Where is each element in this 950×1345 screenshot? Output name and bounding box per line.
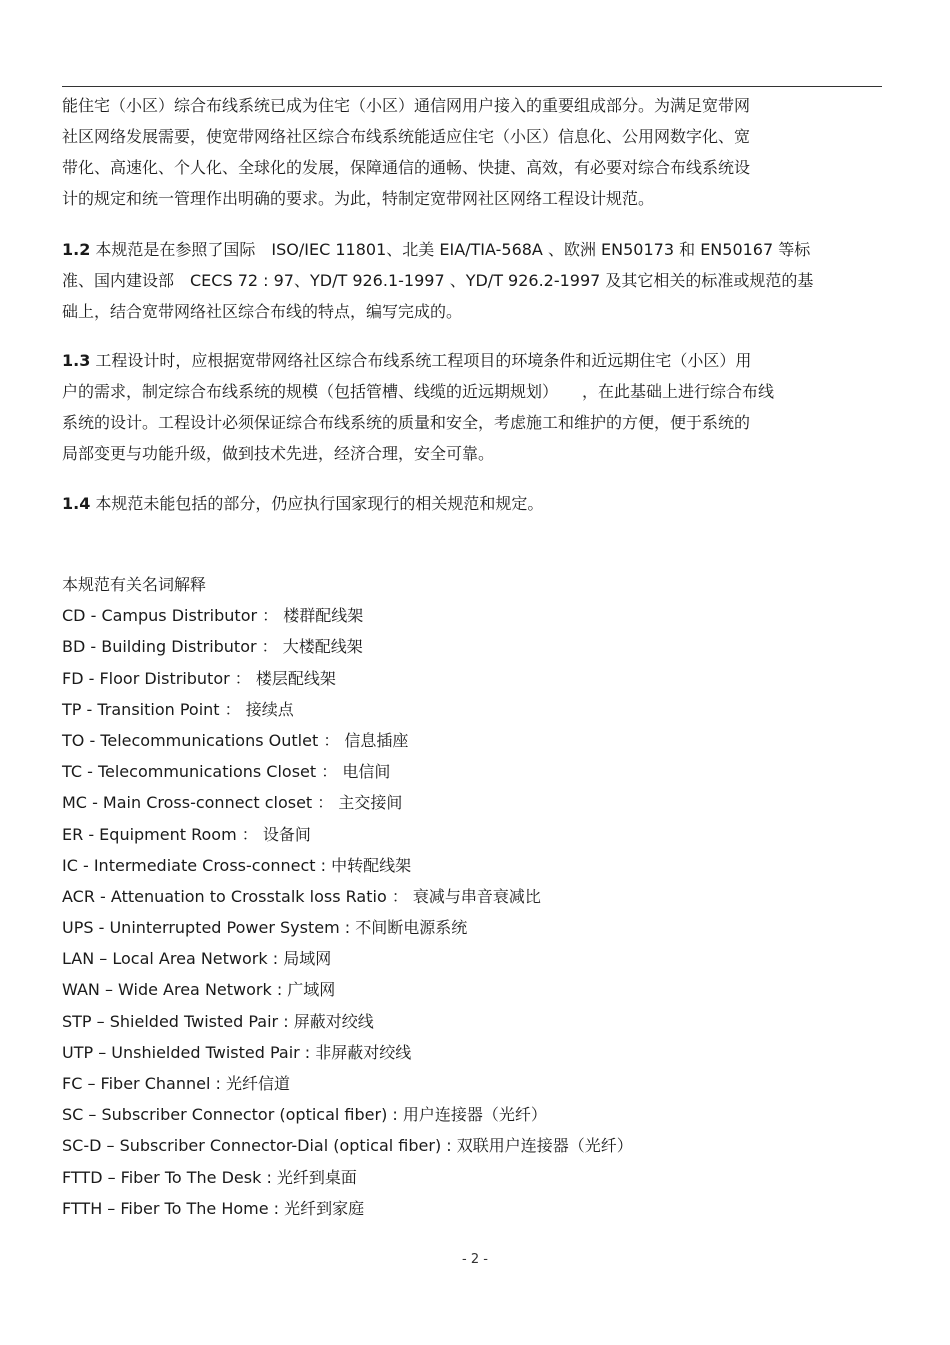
- paragraph-line: 社区网络发展需要，使宽带网络社区综合布线系统能适应住宅（小区）信息化、公用网数字化、宽: [62, 127, 751, 146]
- glossary-term: SC – Subscriber Connector (optical fiber) : 用户连接器（光纤）: [62, 1105, 547, 1125]
- glossary-term: LAN – Local Area Network : 局域网: [62, 949, 332, 969]
- paragraph-line: [62, 234, 882, 265]
- glossary-term: UTP – Unshielded Twisted Pair : 非屏蔽对绞线: [62, 1042, 412, 1062]
- paragraph-1-4: [62, 488, 882, 519]
- glossary-term: ER - Equipment Room ： 设备间: [62, 824, 311, 844]
- glossary-term: SC-D – Subscriber Connector-Dial (optical fiber) : 双联用户连接器（光纤）: [62, 1136, 633, 1156]
- paragraph-text: 本规范是在参照了国际 ISO/IEC 11801、北美 EIA/TIA-568A 、欧洲 EN50173 和 EN50167 等标: [90, 240, 811, 259]
- glossary-term: BD - Building Distributor ： 大楼配线架: [62, 637, 363, 657]
- glossary-term: MC - Main Cross-connect closet ： 主交接间: [62, 793, 403, 813]
- paragraph-intro: [62, 90, 882, 214]
- paragraph-line: 能住宅（小区）综合布线系统已成为住宅（小区）通信网用户接入的重要组成部分。为满足宽带网: [62, 96, 751, 115]
- paragraph-1-2: [62, 234, 882, 327]
- paragraph-text: 本规范未能包括的部分，仍应执行国家现行的相关规范和规定。: [90, 494, 544, 513]
- glossary-term: TC - Telecommunications Closet ： 电信间: [62, 762, 391, 782]
- glossary-heading: 本规范有关名词解释: [62, 575, 207, 594]
- glossary-term: STP – Shielded Twisted Pair : 屏蔽对绞线: [62, 1011, 374, 1031]
- paragraph-line: 系统的设计。工程设计必须保证综合布线系统的质量和安全，考虑施工和维护的方便，便于系统的: [62, 413, 751, 432]
- section-number: 1.3: [62, 351, 91, 370]
- glossary-term: FTTD – Fiber To The Desk : 光纤到桌面: [62, 1167, 357, 1187]
- paragraph-line: 计的规定和统一管理作出明确的要求。为此，特制定宽带网社区网络工程设计规范。: [62, 189, 655, 208]
- header-rule: [62, 86, 882, 87]
- glossary-list: [62, 569, 882, 1224]
- paragraph-line: [62, 345, 882, 376]
- glossary-term: IC - Intermediate Cross-connect : 中转配线架: [62, 855, 412, 875]
- section-number: 1.4: [62, 494, 91, 513]
- glossary-term: TO - Telecommunications Outlet ： 信息插座: [62, 730, 409, 750]
- glossary-term: TP - Transition Point ： 接续点: [62, 699, 294, 719]
- glossary-term: FTTH – Fiber To The Home : 光纤到家庭: [62, 1198, 365, 1218]
- paragraph-text: 工程设计时，应根据宽带网络社区综合布线系统工程项目的环境条件和近远期住宅（小区）用: [90, 351, 752, 370]
- glossary-term: FC – Fiber Channel : 光纤信道: [62, 1074, 290, 1093]
- glossary-term: UPS - Uninterrupted Power System : 不间断电源系统: [62, 918, 468, 938]
- paragraph-line: 局部变更与功能升级，做到技术先进，经济合理，安全可靠。: [62, 444, 495, 463]
- paragraph-line: 带化、高速化、个人化、全球化的发展，保障通信的通畅、快捷、高效，有必要对综合布线系统设: [62, 158, 751, 177]
- page-number: - 2 -: [462, 1252, 488, 1267]
- paragraph-line: 准、国内建设部 CECS 72 : 97、YD/T 926.1-1997 、YD/T 926.2-1997 及其它相关的标准或规范的基: [62, 271, 814, 290]
- glossary-term: CD - Campus Distributor ： 楼群配线架: [62, 606, 364, 626]
- glossary-term: WAN – Wide Area Network : 广域网: [62, 980, 336, 1000]
- paragraph-line: 户的需求，制定综合布线系统的规模（包括管槽、线缆的近远期规划） ，在此基础上进行综合布线: [62, 382, 775, 401]
- paragraph-line: [62, 488, 882, 519]
- paragraph-1-3: [62, 345, 882, 469]
- glossary-term: ACR - Attenuation to Crosstalk loss Ratio ： 衰减与串音衰减比: [62, 886, 541, 906]
- section-number: 1.2: [62, 240, 91, 259]
- glossary-term: FD - Floor Distributor ： 楼层配线架: [62, 668, 336, 688]
- paragraph-line: 础上，结合宽带网络社区综合布线的特点，编写完成的。: [62, 302, 463, 321]
